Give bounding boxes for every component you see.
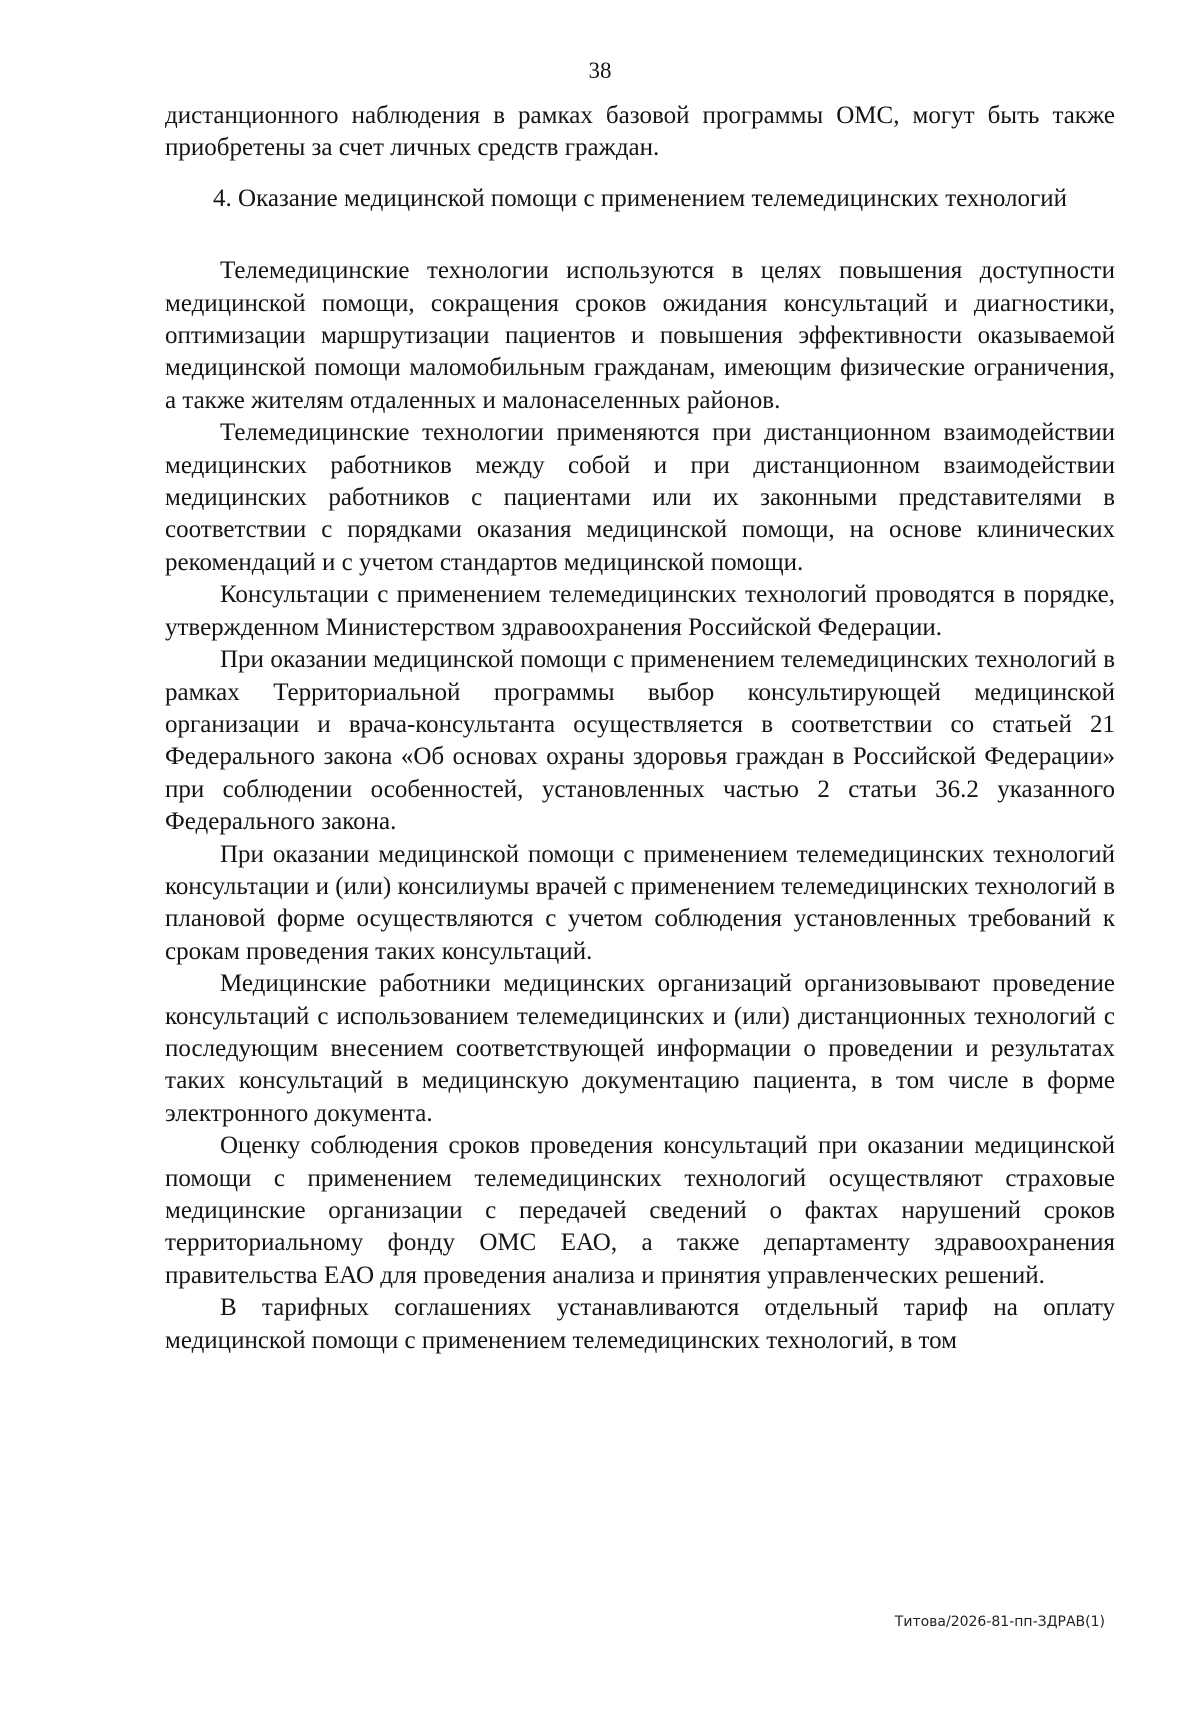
paragraph: Телемедицинские технологии используются в целях повышения доступности медицинской помощи, сокращения сроков ожидания консультаций и диагностики, оптимизации маршрутизации пациентов и повышения эффективности оказываемой медицинской помощи маломобильным гражданам, имеющим физические ограничения, а также жителям отдаленных и малонаселенных районов. bbox=[165, 257, 1115, 414]
document-code: Титова/2026-81-пп-ЗДРАВ(1) bbox=[894, 1614, 1105, 1630]
paragraph: Консультации с применением телемедицинских технологий проводятся в порядке, утвержденном Министерством здравоохранения Российской Федерации. bbox=[165, 581, 1115, 641]
paragraph: При оказании медицинской помощи с применением телемедицинских технологий в рамках Территориальной программы выбор консультирующей медицинской организации и врача-консультанта осуществляется в соответствии со статьей 21 Федерального закона «Об основах охраны здоровья граждан в Российской Федерации» при соблюдении особенностей, установленных частью 2 статьи 36.2 указанного Федерального закона. bbox=[165, 646, 1115, 836]
paragraph: Телемедицинские технологии применяются при дистанционном взаимодействии медицинских работников между собой и при дистанционном взаимодействии медицинских работников с пациентами или их законными представителями в соответствии с порядками оказания медицинской помощи, на основе клинических рекомендаций и с учетом стандартов медицинской помощи. bbox=[165, 419, 1115, 576]
document-body bbox=[165, 100, 1115, 1357]
section-heading: 4. Оказание медицинской помощи с применением телемедицинских технологий bbox=[213, 184, 1067, 212]
continuation-paragraph: дистанционного наблюдения в рамках базовой программы ОМС, могут быть также приобретены за счет личных средств граждан. bbox=[165, 102, 1115, 162]
paragraph: В тарифных соглашениях устанавливаются отдельный тариф на оплату медицинской помощи с применением телемедицинских технологий, в том bbox=[165, 1294, 1115, 1354]
paragraph: При оказании медицинской помощи с применением телемедицинских технологий консультации и (или) консилиумы врачей с применением телемедицинских технологий в плановой форме осуществляются с учетом соблюдения установленных требований к срокам проведения таких консультаций. bbox=[165, 840, 1115, 965]
page-number: 38 bbox=[588, 58, 612, 83]
paragraph: Медицинские работники медицинских организаций организовывают проведение консультаций с использованием телемедицинских и (или) дистанционных технологий с последующим внесением соответствующей информации о проведении и результатах таких консультаций в медицинскую документацию пациента, в том числе в форме электронного документа. bbox=[165, 970, 1115, 1127]
paragraph: Оценку соблюдения сроков проведения консультаций при оказании медицинской помощи с применением телемедицинских технологий осуществляют страховые медицинские организации с передачей сведений о фактах нарушений сроков территориальному фонду ОМС ЕАО, а также департаменту здравоохранения правительства ЕАО для проведения анализа и принятия управленческих решений. bbox=[165, 1132, 1115, 1289]
